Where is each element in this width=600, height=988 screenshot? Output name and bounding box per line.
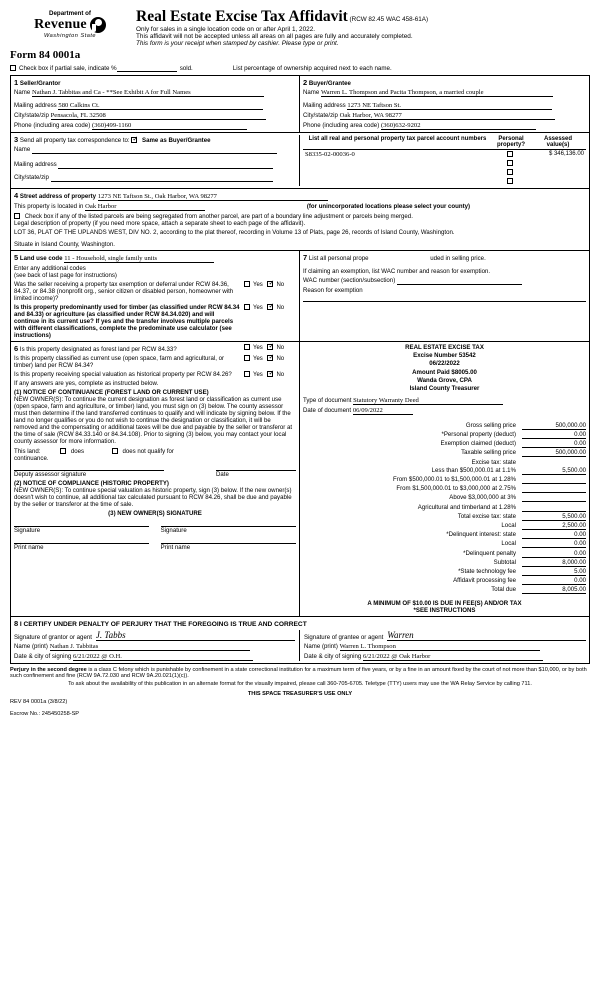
amount-label-16: *State technology fee [458,567,516,575]
parcel-number-0[interactable]: S8335-02-00036-0 [305,151,355,158]
amount-list [303,421,586,595]
grantee-date-label: Date & city of signing [304,652,362,660]
assessed-value-header: Assessed value(s) [530,135,586,150]
deputy-assessor-date-label[interactable]: Date [216,470,296,478]
partial-sale-suffix: sold. [179,64,193,72]
land-does-qualify-checkbox[interactable] [60,448,66,454]
grantee-signature-label: Signature of grantee or agent [304,633,384,641]
corr-name-label: Name [14,146,31,153]
timber-question: Is this property predominantly used for timber (as classified under RCW 84.34 and 84.33) or agriculture (as classified under RCW 84.34.020) and will continue in its current use? If yes and the transfer involves multiple parcels with different classifications, complete the predominate use calculator (see instructions) [14,304,240,339]
doc-date-label: Date of document [303,407,352,415]
amount-value-8[interactable] [522,494,586,502]
q6c-yes-checkbox[interactable] [244,371,250,377]
certification-heading: I CERTIFY UNDER PENALTY OF PERJURY THAT THE FOREGOING IS TRUE AND CORRECT [19,620,307,628]
amount-label-0: Gross selling price [465,421,516,429]
escrow-label: Escrow No.: [10,710,41,717]
corr-mail-label: Mailing address [14,161,57,168]
forest-question: Is this property designated as forest land per RCW 84.33? [19,346,177,353]
located-in-label: This property is located in [14,203,84,210]
newowner-signature-2-label[interactable]: Signature [161,526,296,534]
deputy-assessor-signature-label[interactable]: Deputy assessor signature [14,470,164,478]
stamp-line2: Excise Number 53542 [413,352,476,360]
situate-line: Situate in Island County, Washington. [14,241,115,248]
doc-type-label: Type of document [303,397,352,405]
section7-number: 7 [303,253,308,262]
amount-value-6[interactable] [522,476,586,484]
personal-checkbox-0[interactable] [492,150,530,160]
landuse-personal-section [11,250,589,341]
perjury-text: is a class C felony which is punishable by confinement in a state correctional institution for a maximum term of five years, or by a fine in an amount fixed by the court of not more than $10,000, or by both such confinement and fine (RCW 9A.72.030 and RCW 9A.20.021(1)(c)). [10,666,587,679]
table-row [303,168,586,177]
q6b-yes-checkbox[interactable] [244,355,250,361]
grantor-print-name[interactable]: Nathan J. Tabbitas [50,643,250,651]
pct-note: List percentage of ownership acquired next to each name. [232,64,392,72]
wac-label: WAC number (section/subsection) [303,277,396,284]
amount-label-11: Local [501,521,516,529]
amount-value-7[interactable] [522,485,586,493]
amount-label-4: Excise tax: state [471,458,516,466]
q6a-yes-checkbox[interactable] [244,344,250,350]
grantee-print-name[interactable]: Warren L. Thompson [340,643,540,651]
current-use-question: Is this property classified as current use (open space, farm and agricultural, or timber) land per RCW 84.34? [14,355,224,369]
seller-heading: Seller/Grantor [19,80,61,87]
table-row [303,177,586,186]
agency-logo [10,8,130,39]
see-instructions-note: *SEE INSTRUCTIONS [413,606,476,614]
this-land-label: This land: [14,448,41,455]
seller-number: 1 [14,78,19,87]
segregation-checkbox[interactable] [14,213,20,219]
q6b-no-checkbox[interactable] [267,355,273,361]
amount-label-12: *Delinquent interest: state [446,531,516,539]
wac-number[interactable] [397,277,522,285]
amount-label-14: *Delinquent penalty [463,549,516,557]
parcel-number-2[interactable] [303,168,492,177]
logo-state: Washington State [43,33,97,39]
seller-mail-label: Mailing address [14,102,57,109]
property-section [11,188,589,250]
stamp-treasurer-name: Wanda Grove, CPA [417,376,472,384]
q6c-no-checkbox[interactable] [267,371,273,377]
assessed-value-2[interactable] [530,168,586,177]
buyer-city-state-zip[interactable]: Oak Harbor, WA 98277 [340,112,555,120]
street-address[interactable]: 1273 NE Taftson St., Oak Harbor, WA 98277 [98,193,328,201]
reason-for-exemption[interactable] [303,294,586,302]
partial-sale-row [10,64,590,72]
land-use-code[interactable]: 11 - Household, single family units [64,255,214,263]
seller-city-state-zip[interactable]: Pensacola, FL 32508 [51,112,266,120]
amount-label-17: Affidavit processing fee [453,577,516,585]
legal-description-note: Legal description of property (if you need more space, attach a separate sheet to each page of the affidavit). [14,220,306,227]
perjury-heading: Perjury in the second degree [10,666,87,673]
legal-description[interactable]: LOT 36, PLAT OF THE UPLANDS WEST, DIV NO. 2, according to the plat thereof, recording in Volume 13 of Plats, page 26, records of Island County, Washington. [14,229,455,236]
amount-value-1[interactable]: 0.00 [522,431,586,439]
amount-label-10: Total excise tax: state [457,512,516,520]
amount-value-16[interactable]: 5.00 [522,568,586,576]
section6-number: 6 [14,344,19,353]
page-header [10,8,590,47]
buyer-mail-label: Mailing address [303,102,346,109]
doc-date-value[interactable]: 06/09/2022 [353,407,413,415]
buyer-name[interactable]: Warren L. Thompson and Pacita Thompson, a married couple [321,89,553,97]
additional-codes-note: (see back of last page for instructions) [14,272,117,279]
header-sub3: This form is your receipt when stamped by cashier. Please type or print. [136,40,339,47]
seller-phone[interactable]: (360)499-1160 [92,122,247,130]
amount-value-3[interactable]: 500,000.00 [522,449,586,457]
ada-note: To ask about the availability of this publication in an alternate format for the visually impaired, please call 360-705-6705. Teletype (TTY) users may use the WA Relay Service by calling 711. [68,680,532,687]
timber-question-row: Is this property predominantly used for timber (as classified under RCW 84.34 and 84.33) or agriculture (as classified under RCW 84.34.020) and will continue in its current use? If yes and the transfer involves multiple parcels with different classifications, complete the predominate use calculator (see instructions) Yes ✓No [14,304,296,339]
section7 [300,251,589,341]
seller-csz-label: City/state/zip [14,112,49,119]
apn-header: List all real and personal property tax parcel account numbers [303,135,492,150]
amount-label-2: Exemption claimed (deduct) [440,440,516,448]
personal-checkbox-1[interactable] [492,159,530,168]
q5a-yes-checkbox[interactable] [244,281,250,287]
amount-label-18: Total due [491,586,516,594]
section3-number: 3 [14,135,19,144]
buyer-heading: Buyer/Grantee [308,80,351,87]
unincorporated-note: (for unincorporated locations please select your county) [306,203,471,210]
section4-number: 4 [14,191,19,200]
amount-label-3: Taxable selling price [461,449,516,457]
amount-value-13[interactable]: 0.00 [522,540,586,548]
seller-name-label: Name [14,89,31,96]
amount-label-5: Less than $500,000.01 at 1.1% [431,466,516,474]
amount-value-4 [522,459,586,466]
partial-sale-checkbox[interactable] [10,65,16,71]
grantee-signature[interactable]: Warren [387,630,586,641]
amount-value-5[interactable]: 5,500.00 [522,467,586,475]
notice1-body: NEW OWNER(S): To continue the current designation as forest land or classification as current use (open space, farm and agriculture, or timber) land, you must sign on (3) below. The county assessor must then determine if the land transferred continues to qualify and will indicate by signing below. If the land no longer qualifies or you do not wish to continue the designation or classification, it will be removed and the compensating or additional taxes will be due and payable by the seller or transferor at the time of sale (RCW 84.33.140 or 84.34.108). Prior to signing (3) below, you may contact your local county assessor for more information. [14,396,293,445]
amount-label-13: Local [501,540,516,548]
land-use-label: Land use code [19,255,63,262]
amount-label-15: Subtotal [493,558,516,566]
q5a-no-checkbox[interactable] [267,281,273,287]
tax-calc-section [300,342,589,616]
page-title: Real Estate Excise Tax Affidavit [136,8,348,25]
notice1-title: (1) NOTICE OF CONTINUANCE (FOREST LAND OR CURRENT USE) [14,389,209,396]
parties-box [10,75,590,664]
land-does-not-qualify-checkbox[interactable] [112,448,118,454]
exemption-question-row: Was the seller receiving a property tax exemption or deferral under RCW 84.36, 84.37, or 84.38 (nonprofit org., senior citizen or disabled person, homeowner with limited income)? Yes ✓No [14,281,296,302]
q5b-yes-checkbox[interactable] [244,304,250,310]
buyer-name-label: Name [303,89,320,96]
notice2-title: (2) NOTICE OF COMPLIANCE (HISTORIC PROPERTY) [14,480,169,487]
if-yes-note: If any answers are yes, complete as instructed below. [14,380,159,387]
seller-name[interactable]: Nathan J. Tabbitas and Ca - **See Exhibit A for Full Names [32,89,264,97]
amount-value-10[interactable]: 5,500.00 [522,513,586,521]
stamp-treasurer-office: Island County Treasurer [409,385,480,393]
grantor-signature[interactable]: J. Tabbs [96,630,295,641]
seller-section [11,76,300,132]
does-label: does [70,448,85,455]
section3-text: Send all property tax correspondence to: [19,137,130,144]
buyer-csz-label: City/state/zip [303,112,338,119]
designation-doc-section [11,341,589,616]
amount-value-0[interactable]: 500,000.00 [522,422,586,430]
section5 [11,251,300,341]
same-as-buyer-checkbox[interactable] [131,137,137,143]
amount-value-15[interactable]: 8,000.00 [522,559,586,567]
stamp-date: 06/22/2022 [429,360,460,368]
notice2-body: NEW OWNER(S): To continue special valuation as historic property, sign (3) below. If the new owner(s) doesn't wish to continue, all additional tax calculated pursuant to RCW 84.26, shall be due and payable by the seller or transferor at the time of sale. [14,487,292,508]
corr-csz-label: City/state/zip [14,174,49,181]
located-in-city[interactable]: Oak Harbor [85,203,205,211]
correspondence-section [11,132,589,188]
amount-value-14[interactable]: 0.00 [522,550,586,558]
header-sub2: This affidavit will not be accepted unless all areas on all pages are fully and accurately completed. [136,33,413,40]
table-row [303,159,586,168]
partial-sale-label: Check box if partial sale, indicate % [19,64,117,72]
additional-codes-label: Enter any additional codes [14,265,86,272]
newowner-print-2-label[interactable]: Print name [161,543,296,551]
does-not-label: does not qualify for [122,448,174,455]
personal-property-label2: uded in selling price. [430,255,486,262]
form-number: Form 84 0001a [10,49,81,61]
newowner-signature-1-label[interactable]: Signature [14,526,149,534]
seller-mailing-address[interactable]: 580 Calkins Ct. [58,102,263,110]
parcel-number-3[interactable] [303,177,492,186]
parcel-table [303,135,586,186]
q5b-no-checkbox[interactable] [267,304,273,310]
personal-checkbox-2[interactable] [492,168,530,177]
buyer-phone-label: Phone (including area code) [303,122,380,129]
doc-type-value[interactable]: Statutory Warranty Deed [353,397,503,405]
amount-label-8: Above $3,000,000 at 3% [449,494,516,502]
buyer-section [300,76,589,132]
personal-property-header: Personal property? [492,135,530,150]
grantor-date-label: Date & city of signing [14,652,72,660]
buyer-mailing-address[interactable]: 1273 NE Taftson St. [347,102,552,110]
amount-label-6: From $500,000.01 to $1,500,000.01 at 1.28% [393,476,516,484]
amount-label-1: *Personal property (deduct) [441,431,516,439]
logo-department: Department of [49,10,91,17]
minimum-due-note: A MINIMUM OF $10.00 IS DUE IN FEE(S) AND/OR TAX [367,599,522,607]
assessed-value-3[interactable] [530,177,586,186]
grantee-date-city[interactable]: 6/21/2022 @ Oak Harbor [363,653,543,661]
exemption-claim-note: If claiming an exemption, list WAC number and reason for exemption. [303,268,491,275]
section8-number: 8 [14,618,19,628]
q6a-no-checkbox[interactable] [267,344,273,350]
segregation-label: Check box if any of the listed parcels are being segregated from another parcel, are part of a boundary line adjustment or parcels being merged. [24,213,413,220]
personal-checkbox-3[interactable] [492,177,530,186]
newowner-print-1-label[interactable]: Print name [14,543,149,551]
revenue-swirl-icon [90,17,106,33]
amount-value-17[interactable]: 0.00 [522,577,586,585]
treasurer-space-note: THIS SPACE TREASURER'S USE ONLY [247,690,353,697]
exemption-question: Was the seller receiving a property tax exemption or deferral under RCW 84.36, 84.37, or 84.38 (nonprofit org., senior citizen or disabled person, homeowner with limited income)? [14,281,234,302]
grantor-print-label: Name (print) [14,642,48,650]
escrow-number: 245450258-SP [41,710,80,717]
stamp-amount-paid: Amount Paid $8005.00 [412,368,477,376]
treasurer-stamp [303,344,586,393]
street-address-label: Street address of property [19,193,97,200]
reason-label: Reason for exemption [303,287,363,294]
amount-value-11[interactable]: 2,500.00 [522,522,586,530]
personal-property-label: List all personal prope [308,255,369,262]
continuance-label: continuance. [14,455,49,462]
historic-question: Is this property receiving special valuation as historical property per RCW 84.26? [14,371,232,378]
assessed-value-0[interactable]: $ 346,136.00 [548,151,584,157]
amount-label-9: Agricultural and timberland at 1.28% [417,503,516,511]
buyer-number: 2 [303,78,308,87]
amount-value-2[interactable]: 0.00 [522,440,586,448]
rev-number: REV 84 0001a (3/8/22) [10,698,68,705]
seller-phone-label: Phone (including area code) [14,122,91,129]
amount-value-12[interactable]: 0.00 [522,531,586,539]
parcel-number-1[interactable] [303,159,492,168]
header-sub1: Only for sales in a single location code on or after April 1, 2022. [136,26,316,33]
amount-value-18[interactable]: 8,005.00 [522,586,586,594]
buyer-phone[interactable]: (360)632-9202 [381,122,536,130]
corr-name[interactable] [32,146,277,154]
partial-sale-input[interactable] [117,64,177,72]
notice3-title: (3) NEW OWNER(S) SIGNATURE [108,510,202,517]
section6: 6 Is this property designated as forest land per RCW 84.33? Yes ✓No Is this property classified as current use (open space, farm and agricultural, or timber) land per RCW 84.34? Yes ✓No Is this property receiving special valuation as historical property per RCW 84.26? Yes ✓No If any answers are yes, complete as instructed below. (1) NOTICE OF CONTINUANCE (FOREST LAND OR CURRENT USE) NEW OWNER(S): To continue the current designation as forest land or classification as current use (open space, farm and agriculture, or timber) land, you must sign on (3) below. The county assessor must then determine if the land transferred continues to qualify and will indicate by signing below. If the land no longer qualifies or you do not wish to continue the designation or classification, it will be removed and the compensating or additional taxes will be due and payable by the seller or transferor at the time of sale (RCW 84.33.140 or 84.34.108). Prior to signing (3) below, you may contact your local county assessor for more information. This land: does does not qualify for continuance. Deputy assessor signature Date (2) NOTICE OF COMPLIANCE (HISTORIC PROPERTY) NEW OWNER(S): To continue special valuation as historic property, sign (3) below. If the new owner(s) doesn't wish to continue, all additional tax calculated pursuant to RCW 84.26, shall be due and payable by the seller or transferor at the time of sale. (3) NEW OWNER(S) SIGNATURE Signature Signature Print name Print name [11,342,300,616]
section5-number: 5 [14,253,19,262]
rcw-citation: (RCW 82.45 WAC 458-61A) [349,16,429,23]
logo-revenue: Revenue [34,17,87,32]
corr-city-state-zip[interactable] [51,174,273,182]
page-footer [10,667,590,717]
grantor-signature-label: Signature of grantor or agent [14,633,92,641]
table-row [303,150,586,160]
stamp-line1: REAL ESTATE EXCISE TAX [405,344,484,351]
amount-value-9[interactable] [522,504,586,512]
assessed-value-1[interactable] [530,159,586,168]
certification-section [11,616,589,663]
grantee-print-label: Name (print) [304,642,338,650]
same-as-buyer-label: Same as Buyer/Grantee [142,137,211,144]
corr-mailing-address[interactable] [58,161,273,169]
grantor-date-city[interactable]: 6/21/2022 @ O.H. [73,653,253,661]
amount-label-7: From $1,500,000.01 to $3,000,000 at 2.75% [396,485,516,493]
